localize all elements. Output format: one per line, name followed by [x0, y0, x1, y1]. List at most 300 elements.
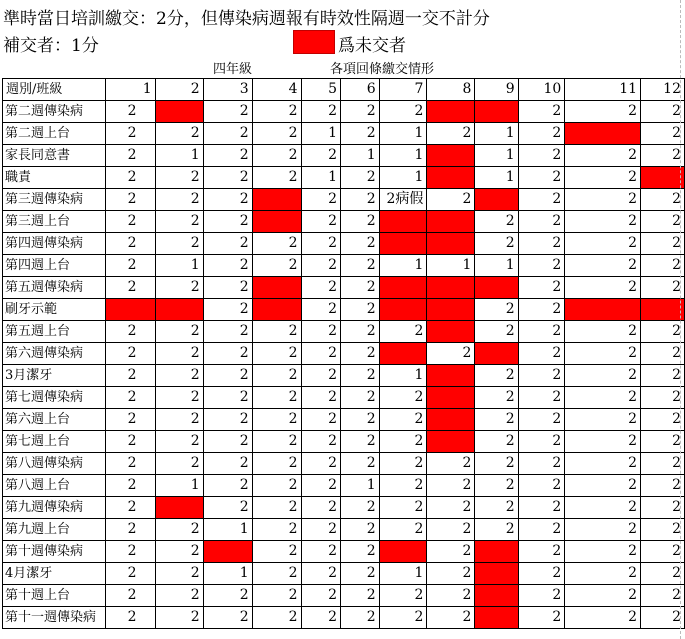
score-cell: 2	[475, 211, 518, 233]
scoring-rule-text: 準時當日培訓繳交：2分，但傳染病週報有時效性隔週一交不計分	[3, 9, 490, 29]
score-cell: 2	[105, 189, 155, 211]
score-cell: 2	[518, 277, 565, 299]
missing-cell	[427, 431, 475, 453]
score-cell: 2	[203, 233, 252, 255]
row-label: 刷牙示範	[3, 299, 106, 321]
score-cell: 2	[565, 475, 641, 497]
score-cell: 2	[105, 563, 155, 585]
score-cell: 2	[203, 277, 252, 299]
missing-cell	[427, 299, 475, 321]
row-label: 家長同意書	[3, 145, 106, 167]
score-cell: 2	[518, 541, 565, 563]
score-cell: 2	[565, 211, 641, 233]
score-cell: 2	[427, 585, 475, 607]
score-cell: 2	[565, 387, 641, 409]
score-cell: 2	[475, 365, 518, 387]
score-cell: 2	[252, 409, 301, 431]
legend-label: 爲未交者	[338, 36, 406, 56]
score-cell: 1	[475, 123, 518, 145]
score-cell: 2	[518, 123, 565, 145]
score-cell: 2	[105, 409, 155, 431]
score-cell: 1	[341, 145, 380, 167]
score-cell: 2	[341, 519, 380, 541]
score-cell: 2	[155, 431, 203, 453]
missing-cell	[475, 607, 518, 629]
missing-cell	[105, 299, 155, 321]
missing-cell	[252, 277, 301, 299]
score-cell: 2	[252, 123, 301, 145]
score-cell: 2	[301, 145, 341, 167]
missing-cell	[379, 299, 427, 321]
score-cell: 2	[203, 409, 252, 431]
score-cell: 2	[105, 123, 155, 145]
corner-header: 週別/班級	[3, 79, 106, 101]
score-cell: 2	[155, 541, 203, 563]
score-cell: 2	[641, 123, 685, 145]
score-cell: 2	[475, 409, 518, 431]
score-cell: 2	[641, 343, 685, 365]
score-cell: 2	[427, 475, 475, 497]
score-cell: 2	[565, 189, 641, 211]
score-cell: 2	[341, 541, 380, 563]
score-cell: 2	[301, 475, 341, 497]
header-row	[3, 79, 685, 101]
class-header-2: 2	[155, 79, 203, 101]
score-cell: 2	[252, 607, 301, 629]
score-cell: 2	[379, 519, 427, 541]
score-cell: 2	[301, 365, 341, 387]
row-label: 第二週上台	[3, 123, 106, 145]
score-cell: 2	[475, 453, 518, 475]
table-row	[3, 453, 685, 475]
row-label: 第七週傳染病	[3, 387, 106, 409]
score-cell: 2	[252, 233, 301, 255]
score-cell: 2	[641, 563, 685, 585]
table-row	[3, 167, 685, 189]
score-cell: 2	[105, 431, 155, 453]
score-cell: 2	[252, 343, 301, 365]
class-header-11: 11	[565, 79, 641, 101]
score-cell: 2	[641, 387, 685, 409]
score-cell: 2	[518, 387, 565, 409]
score-cell: 2	[518, 299, 565, 321]
row-label: 4月潔牙	[3, 563, 106, 585]
table-row	[3, 233, 685, 255]
missing-cell	[379, 541, 427, 563]
score-cell: 1	[475, 145, 518, 167]
table-row	[3, 585, 685, 607]
score-cell: 2	[565, 233, 641, 255]
table-row	[3, 475, 685, 497]
table-row	[3, 299, 685, 321]
score-cell: 2	[252, 563, 301, 585]
score-cell: 2	[641, 233, 685, 255]
score-cell: 2	[155, 277, 203, 299]
score-cell: 2	[341, 453, 380, 475]
score-cell: 2	[341, 409, 380, 431]
table-row	[3, 541, 685, 563]
score-cell: 2	[203, 343, 252, 365]
score-cell: 2	[475, 387, 518, 409]
class-header-4: 4	[252, 79, 301, 101]
missing-cell	[252, 189, 301, 211]
table-row	[3, 255, 685, 277]
missing-cell	[427, 211, 475, 233]
missing-cell	[252, 299, 301, 321]
score-cell: 2	[641, 145, 685, 167]
class-header-7: 7	[379, 79, 427, 101]
score-cell: 2	[301, 519, 341, 541]
score-cell: 2	[203, 321, 252, 343]
score-cell: 2	[203, 255, 252, 277]
score-cell: 2	[203, 145, 252, 167]
score-cell: 2	[252, 167, 301, 189]
score-cell: 2	[475, 233, 518, 255]
score-cell: 2	[565, 497, 641, 519]
missing-cell	[379, 211, 427, 233]
score-cell: 2	[565, 541, 641, 563]
score-cell: 1	[301, 123, 341, 145]
score-cell: 2	[252, 585, 301, 607]
missing-cell	[427, 167, 475, 189]
score-cell: 2	[105, 211, 155, 233]
score-cell: 2	[641, 321, 685, 343]
missing-cell	[641, 299, 685, 321]
score-cell: 2	[565, 409, 641, 431]
score-cell: 1	[379, 145, 427, 167]
score-cell: 2	[301, 211, 341, 233]
score-cell: 2	[475, 299, 518, 321]
score-cell: 2	[105, 167, 155, 189]
missing-cell	[475, 277, 518, 299]
score-cell: 2	[641, 101, 685, 123]
row-label: 第九週上台	[3, 519, 106, 541]
score-cell: 2	[565, 563, 641, 585]
table-row	[3, 343, 685, 365]
score-cell: 2	[105, 607, 155, 629]
missing-cell	[475, 189, 518, 211]
table-row	[3, 409, 685, 431]
missing-cell	[379, 233, 427, 255]
score-cell: 2	[105, 453, 155, 475]
missing-cell	[475, 585, 518, 607]
score-cell: 2	[641, 189, 685, 211]
score-cell: 1	[379, 167, 427, 189]
score-cell: 2	[203, 189, 252, 211]
table-row	[3, 607, 685, 629]
score-cell: 1	[379, 123, 427, 145]
score-cell: 2	[427, 123, 475, 145]
score-cell: 1	[155, 255, 203, 277]
score-cell: 2	[475, 431, 518, 453]
score-cell: 2	[379, 585, 427, 607]
score-cell: 2	[427, 189, 475, 211]
score-cell: 2	[379, 409, 427, 431]
score-cell: 2	[341, 123, 380, 145]
score-cell: 2	[565, 607, 641, 629]
score-cell: 1	[379, 365, 427, 387]
score-cell: 2	[379, 321, 427, 343]
score-cell: 2	[565, 453, 641, 475]
score-cell: 2	[565, 145, 641, 167]
score-cell: 2	[105, 519, 155, 541]
score-cell: 2	[155, 519, 203, 541]
missing-cell	[427, 277, 475, 299]
score-cell: 2	[427, 519, 475, 541]
score-cell: 2	[203, 431, 252, 453]
score-cell: 2	[518, 167, 565, 189]
score-cell: 2	[341, 189, 380, 211]
score-cell: 2	[155, 123, 203, 145]
score-cell: 2	[641, 519, 685, 541]
score-cell: 2	[379, 387, 427, 409]
score-cell: 2	[518, 519, 565, 541]
missing-cell	[203, 541, 252, 563]
score-cell: 2	[518, 431, 565, 453]
score-cell: 2	[565, 585, 641, 607]
score-cell: 2	[105, 145, 155, 167]
score-cell: 1	[203, 563, 252, 585]
score-cell: 2	[252, 101, 301, 123]
missing-cell	[427, 365, 475, 387]
score-cell: 2	[155, 607, 203, 629]
row-label: 第六週傳染病	[3, 343, 106, 365]
score-cell: 2	[155, 585, 203, 607]
class-header-3: 3	[203, 79, 252, 101]
score-cell: 2	[565, 431, 641, 453]
score-cell: 2	[341, 343, 380, 365]
score-cell: 2	[641, 475, 685, 497]
score-cell: 2	[155, 233, 203, 255]
score-cell: 2	[301, 343, 341, 365]
score-cell: 2	[427, 607, 475, 629]
score-cell: 2	[252, 475, 301, 497]
score-cell: 2	[301, 563, 341, 585]
score-cell: 1	[341, 475, 380, 497]
score-cell: 2	[155, 321, 203, 343]
score-cell: 2	[341, 255, 380, 277]
missing-cell	[427, 145, 475, 167]
score-cell: 2	[341, 321, 380, 343]
score-cell: 2	[155, 563, 203, 585]
score-cell: 2	[518, 607, 565, 629]
row-label: 第三週傳染病	[3, 189, 106, 211]
row-label: 第五週上台	[3, 321, 106, 343]
score-cell: 1	[475, 255, 518, 277]
score-cell: 2	[105, 365, 155, 387]
score-cell: 2	[341, 277, 380, 299]
missing-cell	[379, 343, 427, 365]
score-cell: 1	[203, 519, 252, 541]
score-cell: 2	[379, 431, 427, 453]
score-cell: 2	[518, 255, 565, 277]
score-cell: 2	[518, 497, 565, 519]
score-cell: 2	[427, 563, 475, 585]
score-cell: 2	[301, 233, 341, 255]
missing-cell	[641, 167, 685, 189]
class-header-5: 5	[301, 79, 341, 101]
score-cell: 2	[301, 189, 341, 211]
row-label: 第二週傳染病	[3, 101, 106, 123]
score-cell: 2	[518, 101, 565, 123]
score-cell: 2	[641, 277, 685, 299]
score-cell: 2	[301, 431, 341, 453]
score-cell: 2	[105, 475, 155, 497]
score-cell: 2	[518, 343, 565, 365]
score-cell: 2	[105, 387, 155, 409]
table-row	[3, 497, 685, 519]
score-cell: 2	[301, 255, 341, 277]
score-cell: 2	[105, 497, 155, 519]
row-label: 職責	[3, 167, 106, 189]
missing-cell	[475, 343, 518, 365]
class-header-8: 8	[427, 79, 475, 101]
row-label: 第七週上台	[3, 431, 106, 453]
score-cell: 2	[105, 101, 155, 123]
score-cell: 2	[475, 497, 518, 519]
score-cell: 2	[252, 387, 301, 409]
score-cell: 2	[203, 123, 252, 145]
row-label: 第十一週傳染病	[3, 607, 106, 629]
row-label: 3月潔牙	[3, 365, 106, 387]
score-cell: 2	[379, 453, 427, 475]
score-cell: 2	[379, 101, 427, 123]
missing-cell	[565, 123, 641, 145]
score-cell: 2	[341, 299, 380, 321]
score-cell: 2	[105, 343, 155, 365]
score-cell: 2	[155, 211, 203, 233]
score-cell: 2	[565, 321, 641, 343]
score-cell: 2	[341, 233, 380, 255]
row-label: 第五週傳染病	[3, 277, 106, 299]
score-cell: 2	[641, 497, 685, 519]
missing-cell	[379, 277, 427, 299]
score-cell: 2	[105, 255, 155, 277]
missing-cell	[427, 387, 475, 409]
score-cell: 2	[203, 167, 252, 189]
score-cell: 2	[301, 409, 341, 431]
class-header-12: 12	[641, 79, 685, 101]
row-label: 第十週上台	[3, 585, 106, 607]
row-label: 第十週傳染病	[3, 541, 106, 563]
score-cell: 2	[301, 585, 341, 607]
score-cell: 2	[203, 585, 252, 607]
score-cell: 2	[427, 497, 475, 519]
score-cell: 2	[565, 343, 641, 365]
score-cell: 1	[379, 563, 427, 585]
score-cell: 2	[155, 167, 203, 189]
score-cell: 2	[341, 387, 380, 409]
score-cell: 2	[518, 211, 565, 233]
score-cell: 2	[203, 101, 252, 123]
score-cell: 2	[641, 211, 685, 233]
score-cell: 1	[379, 255, 427, 277]
score-cell: 2	[252, 365, 301, 387]
score-cell: 2	[518, 475, 565, 497]
score-cell: 2	[475, 519, 518, 541]
row-label: 第三週上台	[3, 211, 106, 233]
score-cell: 2	[155, 387, 203, 409]
score-cell: 2	[301, 299, 341, 321]
table-row	[3, 277, 685, 299]
class-header-1: 1	[105, 79, 155, 101]
table-row	[3, 123, 685, 145]
score-cell: 2	[565, 167, 641, 189]
row-label: 第四週上台	[3, 255, 106, 277]
table-row	[3, 145, 685, 167]
score-cell: 2	[203, 475, 252, 497]
score-cell: 2	[475, 475, 518, 497]
missing-cell	[427, 101, 475, 123]
table-row	[3, 519, 685, 541]
class-header-10: 10	[518, 79, 565, 101]
score-cell: 2	[565, 255, 641, 277]
row-label: 第四週傳染病	[3, 233, 106, 255]
score-cell: 1	[155, 475, 203, 497]
score-cell: 2	[565, 101, 641, 123]
score-cell: 2病假	[379, 189, 427, 211]
score-cell: 2	[203, 387, 252, 409]
score-cell: 2	[203, 453, 252, 475]
missing-cell	[475, 101, 518, 123]
score-cell: 2	[518, 233, 565, 255]
missing-cell	[155, 101, 203, 123]
score-cell: 2	[203, 211, 252, 233]
score-cell: 2	[155, 365, 203, 387]
score-cell: 2	[252, 255, 301, 277]
score-cell: 2	[341, 585, 380, 607]
score-cell: 2	[301, 453, 341, 475]
score-cell: 2	[641, 541, 685, 563]
score-cell: 2	[565, 519, 641, 541]
grade-label: 四年級	[213, 62, 253, 77]
missing-cell	[475, 541, 518, 563]
score-cell: 2	[252, 453, 301, 475]
table-row	[3, 431, 685, 453]
table-body	[3, 79, 685, 629]
table-row	[3, 365, 685, 387]
score-cell: 2	[301, 321, 341, 343]
score-cell: 2	[105, 585, 155, 607]
score-cell: 2	[641, 409, 685, 431]
row-label: 第八週傳染病	[3, 453, 106, 475]
score-cell: 2	[518, 145, 565, 167]
score-cell: 2	[301, 607, 341, 629]
score-cell: 2	[427, 343, 475, 365]
score-cell: 2	[252, 431, 301, 453]
score-cell: 2	[252, 519, 301, 541]
score-cell: 2	[641, 431, 685, 453]
score-cell: 2	[252, 321, 301, 343]
score-cell: 2	[641, 585, 685, 607]
table-row	[3, 211, 685, 233]
score-cell: 2	[518, 453, 565, 475]
missing-cell	[252, 211, 301, 233]
score-cell: 2	[518, 409, 565, 431]
table-row	[3, 321, 685, 343]
score-cell: 2	[252, 497, 301, 519]
score-cell: 2	[475, 321, 518, 343]
score-cell: 2	[641, 453, 685, 475]
score-cell: 1	[475, 167, 518, 189]
missing-cell	[427, 321, 475, 343]
missing-cell	[155, 299, 203, 321]
score-cell: 2	[379, 607, 427, 629]
score-cell: 2	[301, 541, 341, 563]
score-cell: 2	[155, 189, 203, 211]
score-cell: 2	[641, 255, 685, 277]
score-cell: 2	[203, 365, 252, 387]
